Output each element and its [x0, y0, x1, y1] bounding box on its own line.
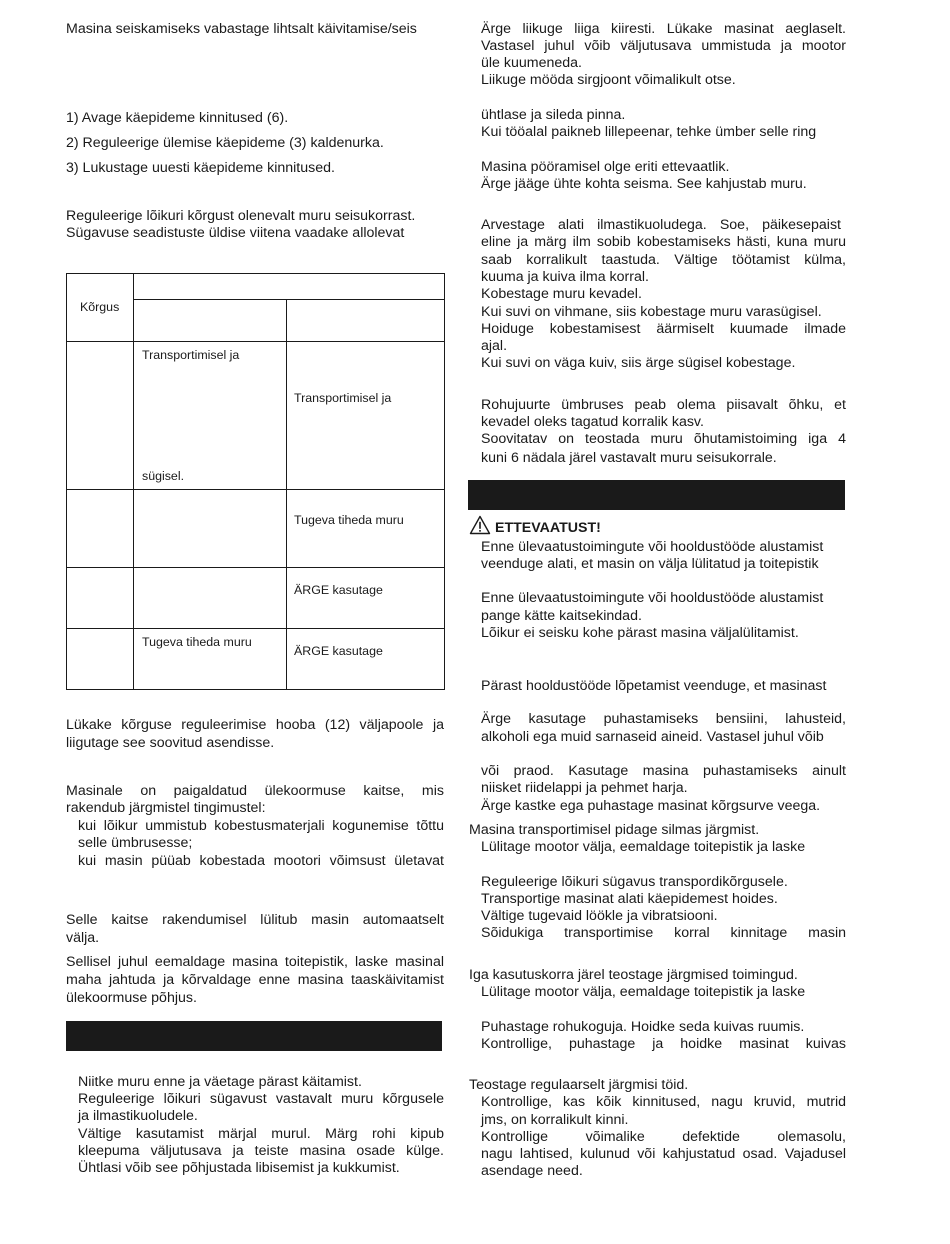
handle-step: 3) Lukustage uuesti käepideme kinnitused.: [66, 160, 335, 176]
table-header-height: Kõrgus: [80, 300, 120, 314]
lever-text: Lükake kõrguse reguleerimise hooba (12) väljapoole ja: [66, 717, 444, 733]
turning-text: Ärge jääge ühte kohta seisma. See kahjustab muru.: [481, 176, 807, 192]
after-use-item: Kontrollige, puhastage ja hoidke masinat kuivas: [481, 1036, 846, 1052]
overload-text: rakendub järgmistel tingimustel:: [66, 800, 266, 816]
caution-text: Enne ülevaatustoimingute või hooldustööde alustamist: [481, 539, 824, 555]
after-use-intro: Iga kasutuskorra järel teostage järgmised toimingud.: [469, 967, 798, 983]
cleaning-text: või praod. Kasutage masina puhastamiseks ainult: [481, 763, 846, 779]
caution-text: veenduge alati, et masin on välja lülitatud ja toitepistik: [481, 556, 819, 572]
cool-down-text: ülekoormuse põhjus.: [66, 990, 197, 1006]
speed-text: Vastasel juhul võib väljutusava ummistuda ja mootor: [481, 38, 846, 54]
weather-text: saab korralikult taastuda. Vältige töötamist külma,: [481, 252, 846, 268]
regular-item: nagu lahtised, kulunud või kahjustatud osad. Vajadusel: [481, 1146, 846, 1162]
cool-down-text: maha jahtuda ja kõrvaldage enne masina taaskäivitamist: [66, 972, 444, 988]
caution-text: pange kätte kaitsekindad.: [481, 608, 642, 624]
regular-item: jms, on korralikult kinni.: [481, 1112, 629, 1128]
warning-icon: [469, 515, 491, 535]
transport-item: Vältige tugevaid löökle ja vibratsiooni.: [481, 908, 718, 924]
weather-text: Hoiduge kobestamisest äärmiselt kuumade ilmade: [481, 321, 846, 337]
overload-item: kui lõikur ummistub kobestusmaterjali kogunemise tõttu: [78, 818, 444, 834]
tip-item: Niitke muru enne ja väetage pärast käitamist.: [78, 1074, 362, 1090]
auto-off-text: Selle kaitse rakendumisel lülitub masin automaatselt: [66, 912, 444, 928]
overload-item: selle ümbrusesse;: [78, 835, 193, 851]
cleaning-text: niisket riidelappi ja pehmet harja.: [481, 780, 688, 796]
regular-intro: Teostage regulaarselt järgmisi töid.: [469, 1077, 689, 1093]
weather-text: Arvestage alati ilmastikuoludega. Soe, päikesepaist: [481, 217, 841, 233]
caution-text: Lõikur ei seisku kohe pärast masina väljalülitamist.: [481, 625, 799, 641]
overload-text: Masinale on paigaldatud ülekoormuse kaitse, mis: [66, 783, 444, 799]
after-maintenance-text: Pärast hooldustööde lõpetamist veenduge, et masinast: [481, 678, 827, 694]
speed-text: Liikuge mööda sirgjoont võimalikult otse.: [481, 72, 736, 88]
surface-text: Kui tööalal paikneb lillepeenar, tehke ümber selle ring: [481, 124, 817, 140]
section-header-bar: [468, 480, 845, 510]
regular-item: Kontrollige võimalike defektide olemasolu,: [481, 1129, 846, 1145]
after-use-item: Puhastage rohukoguja. Hoidke seda kuivas ruumis.: [481, 1019, 805, 1035]
tip-item: Vältige kasutamist märjal murul. Märg rohi kipub: [78, 1126, 444, 1142]
transport-item: Transportige masinat alati käepidemest hoides.: [481, 891, 778, 907]
weather-text: ajal.: [481, 338, 508, 354]
section-header-bar: [66, 1021, 442, 1051]
table-cell: ÄRGE kasutage: [294, 583, 383, 597]
cool-down-text: Sellisel juhul eemaldage masina toitepistik, laske masinal: [66, 954, 444, 970]
surface-text: ühtlase ja sileda pinna.: [481, 107, 626, 123]
weather-text: eline ja märg ilm sobib kobestamiseks hästi, kuna muru: [481, 234, 846, 250]
handle-step: 1) Avage käepideme kinnitused (6).: [66, 110, 289, 126]
table-cell: Transportimisel ja: [294, 391, 392, 405]
transport-item: Reguleerige lõikuri sügavus transpordikõrgusele.: [481, 874, 788, 890]
tip-item: Ühtlasi võib see põhjustada libisemist ja kukkumist.: [78, 1160, 400, 1176]
table-cell: Tugeva tiheda muru: [142, 635, 252, 649]
caution-title: ETTEVAATUST!: [495, 520, 601, 536]
stop-instruction: Masina seiskamiseks vabastage lihtsalt käivitamise/seis: [66, 21, 417, 37]
roots-text: kevadel oleks tagatud korralik kasv.: [481, 414, 704, 430]
transport-item: Lülitage mootor välja, eemaldage toitepistik ja laske: [481, 839, 806, 855]
table-cell: ÄRGE kasutage: [294, 644, 383, 658]
turning-text: Masina pööramisel olge eriti ettevaatlik.: [481, 159, 730, 175]
height-intro-line: Reguleerige lõikuri kõrgust olenevalt muru seisukorrast.: [66, 208, 416, 224]
caution-text: Enne ülevaatustoimingute või hooldustööde alustamist: [481, 590, 824, 606]
transport-intro: Masina transportimisel pidage silmas järgmist.: [469, 822, 760, 838]
weather-text: Kui suvi on väga kuiv, siis ärge sügisel kobestage.: [481, 355, 796, 371]
auto-off-text: välja.: [66, 930, 100, 946]
table-cell: sügisel.: [142, 469, 185, 483]
cleaning-text: Ärge kastke ega puhastage masinat kõrgsurve veega.: [481, 798, 821, 814]
cleaning-text: Ärge kasutage puhastamiseks bensiini, lahusteid,: [481, 711, 846, 727]
cleaning-text: alkoholi ega muid sarnaseid aineid. Vastasel juhul võib: [481, 729, 824, 745]
speed-text: Ärge liikuge liiga kiiresti. Lükake masinat aeglaselt.: [481, 21, 846, 37]
speed-text: üle kuumeneda.: [481, 55, 582, 71]
regular-item: asendage need.: [481, 1163, 583, 1179]
overload-item: kui masin püüab kobestada mootori võimsust ületavat: [78, 853, 444, 869]
table-cell: Transportimisel ja: [142, 348, 240, 362]
roots-text: Rohujuurte ümbruses peab olema piisavalt õhku, et: [481, 397, 846, 413]
regular-item: Kontrollige, kas kõik kinnitused, nagu kruvid, mutrid: [481, 1094, 846, 1110]
handle-step: 2) Reguleerige ülemise käepideme (3) kaldenurka.: [66, 135, 384, 151]
weather-text: Kobestage muru kevadel.: [481, 286, 642, 302]
weather-text: Kui suvi on vihmane, siis kobestage muru varasügisel.: [481, 304, 822, 320]
lever-text: liigutage see soovitud asendisse.: [66, 735, 275, 751]
roots-text: kuni 6 nädala järel vastavalt muru seisukorrale.: [481, 450, 777, 466]
height-intro-line: Sügavuse seadistuste üldise viitena vaadake allolevat: [66, 225, 405, 241]
tip-item: kleepuma väljutusava ja teiste masina osade külge.: [78, 1143, 444, 1159]
roots-text: Soovitatav on teostada muru õhutamistoiming iga 4: [481, 431, 846, 447]
transport-item: Sõidukiga transportimise korral kinnitage masin: [481, 925, 846, 941]
tip-item: Reguleerige lõikuri sügavust vastavalt muru kõrgusele: [78, 1091, 444, 1107]
weather-text: kuuma ja kuiva ilma korral.: [481, 269, 649, 285]
after-use-item: Lülitage mootor välja, eemaldage toitepistik ja laske: [481, 984, 806, 1000]
tip-item: ja ilmastikuoludele.: [78, 1108, 198, 1124]
table-cell: Tugeva tiheda muru: [294, 513, 404, 527]
